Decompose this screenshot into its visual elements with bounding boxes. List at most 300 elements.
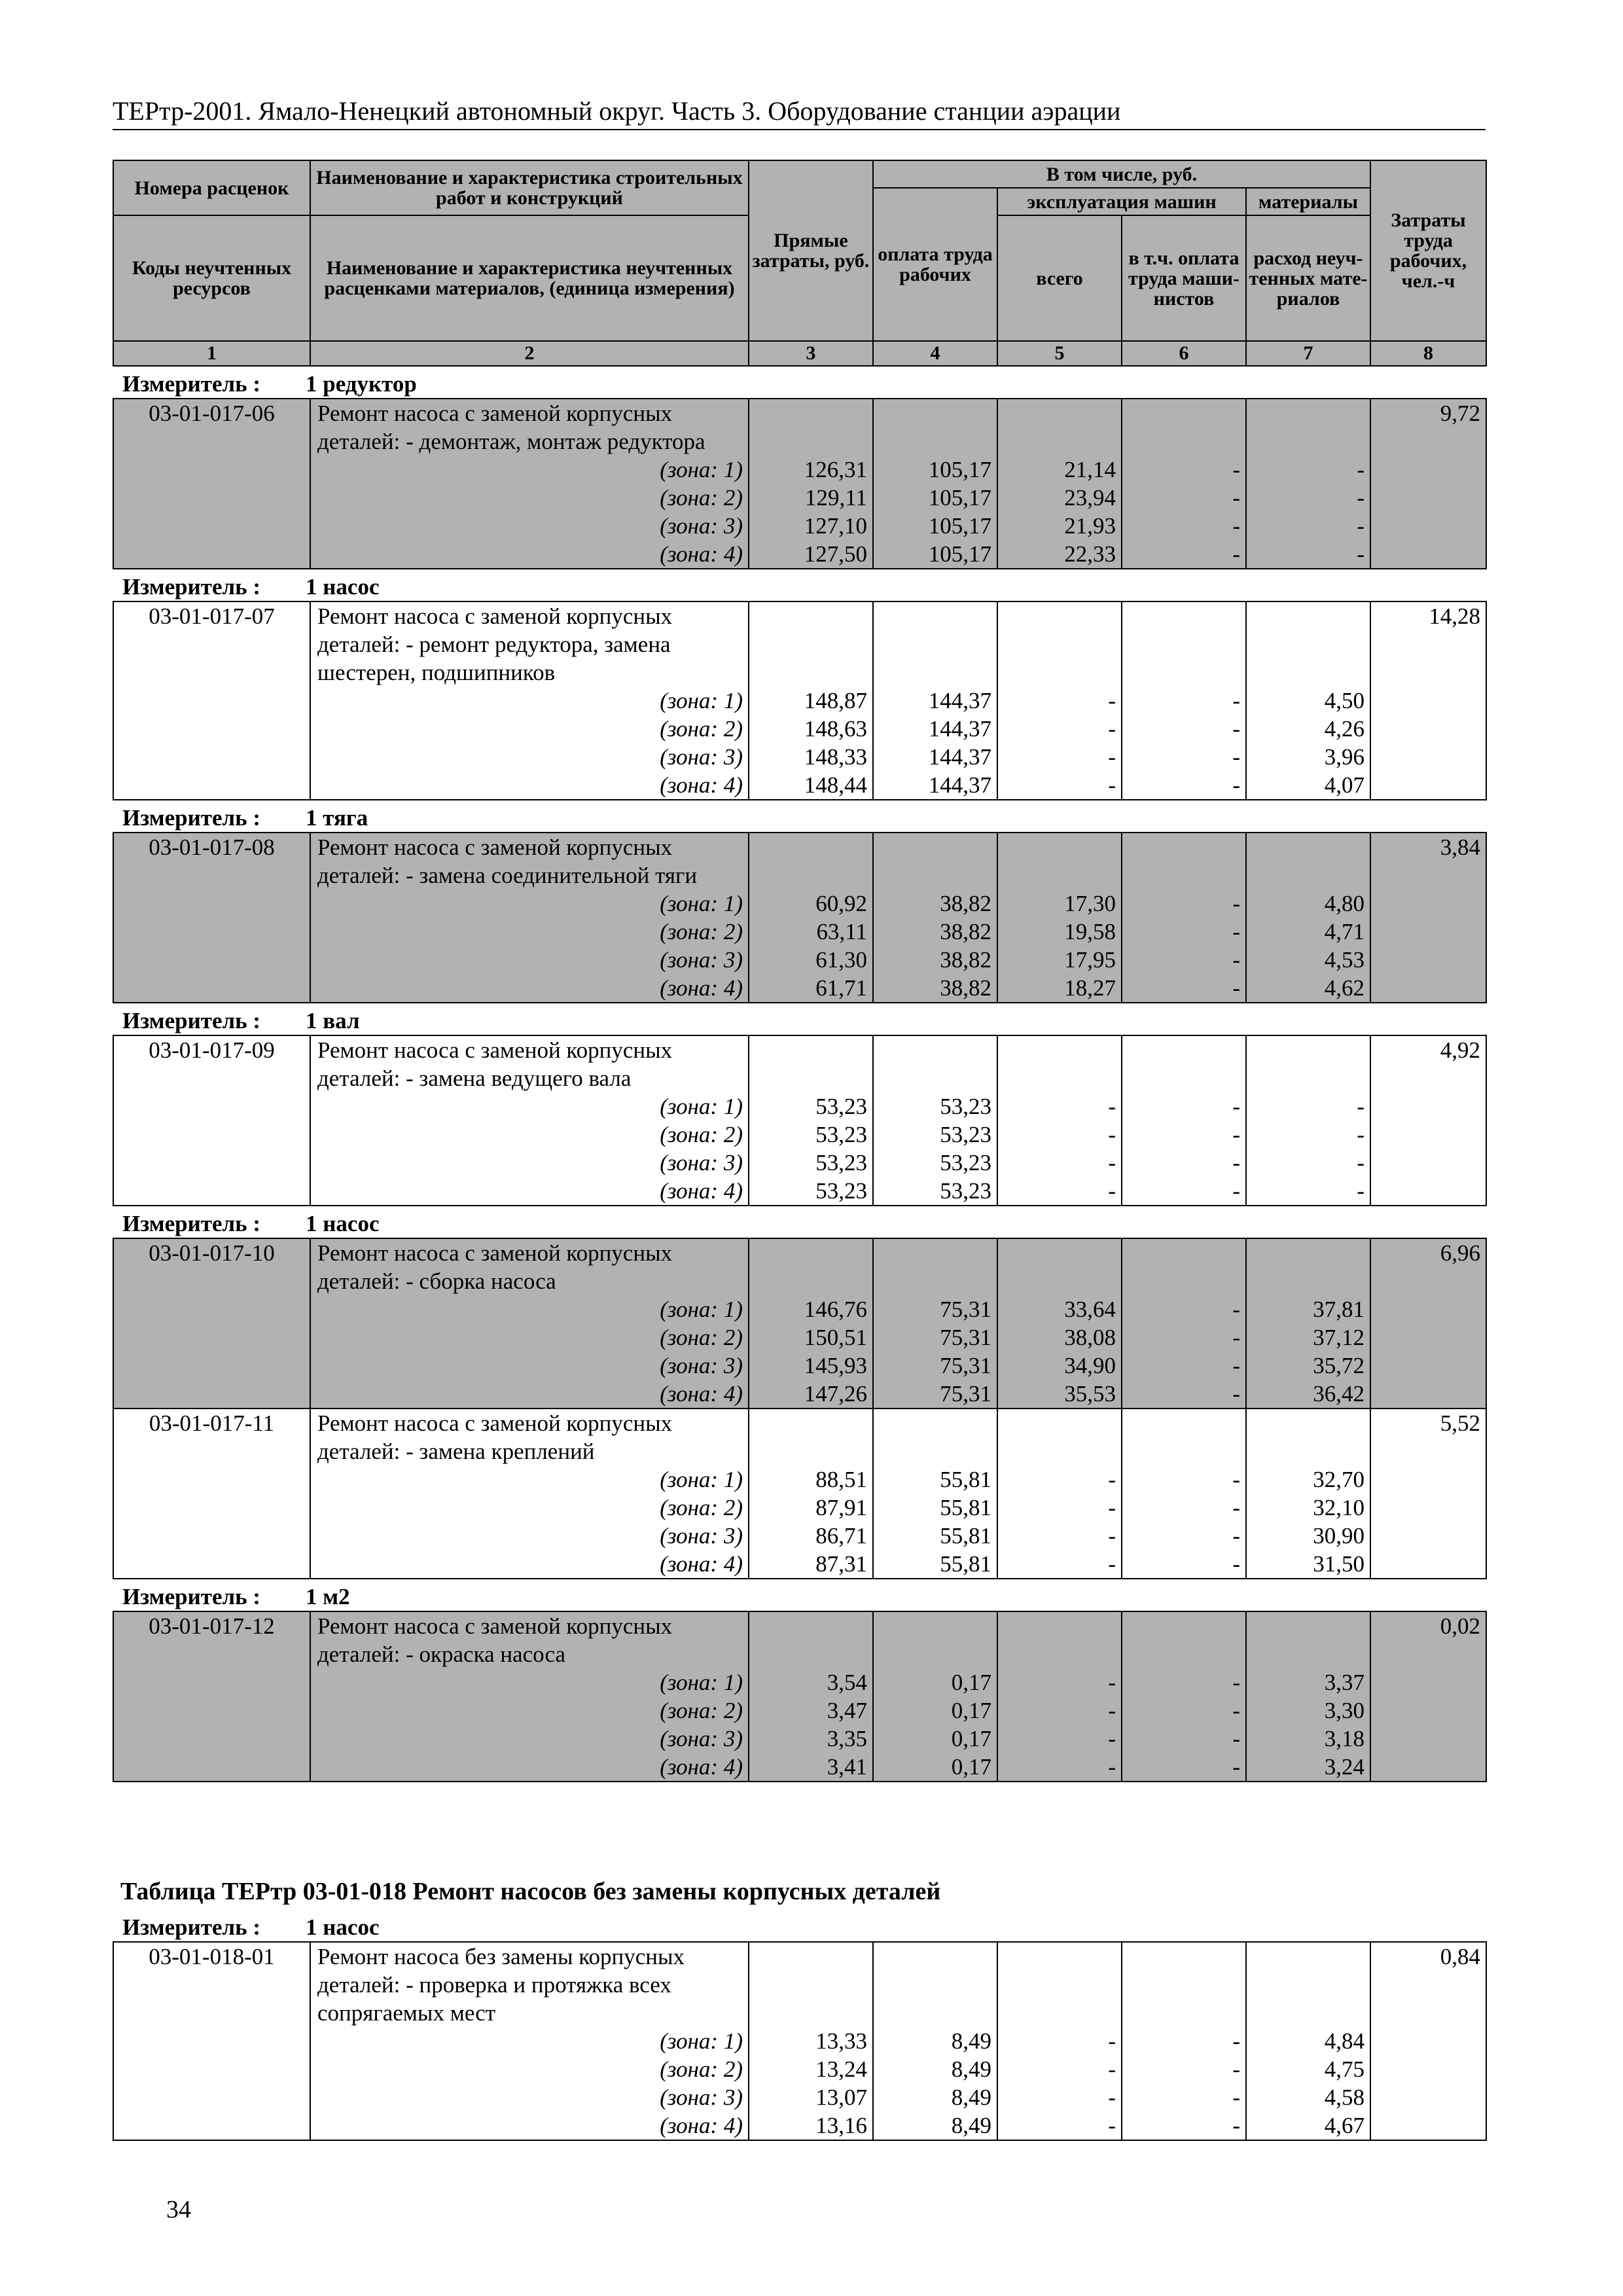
operator-pay-cell bbox=[1122, 1035, 1246, 1206]
measure-label: Измеритель : bbox=[122, 1211, 261, 1236]
material-usage-value: 4,67 bbox=[1324, 2113, 1364, 2138]
zone-label: (зона: 1) bbox=[660, 1297, 743, 1322]
rate-code: 03-01-017-08 bbox=[113, 833, 310, 1003]
operator-pay-value: - bbox=[1232, 1297, 1240, 1322]
material-usage-cell bbox=[1246, 601, 1370, 800]
direct-cost-cell bbox=[749, 833, 873, 1003]
machines-total-value: 38,08 bbox=[1064, 1325, 1116, 1350]
material-usage-value: - bbox=[1357, 1122, 1365, 1147]
description-line: шестерен, подшипников bbox=[317, 660, 556, 685]
direct-cost-value: 3,54 bbox=[827, 1670, 867, 1695]
machines-total-value: - bbox=[1108, 1178, 1116, 1204]
worker-pay-value: 38,82 bbox=[940, 891, 991, 916]
description-line: Ремонт насоса с заменой корпусных bbox=[317, 1613, 673, 1639]
measure-row bbox=[113, 1579, 1486, 1611]
rates-table-2 bbox=[113, 1910, 1487, 2141]
rates-table bbox=[113, 160, 1487, 1782]
header-worker-pay: оплата труда рабочих bbox=[873, 188, 997, 341]
header-labor-costs: Затраты труда рабочих, чел.-ч bbox=[1370, 160, 1486, 341]
machines-total-value: - bbox=[1108, 2056, 1116, 2082]
zone-label: (зона: 3) bbox=[660, 947, 743, 973]
worker-pay-value: 144,37 bbox=[928, 772, 991, 798]
machines-total-cell bbox=[997, 601, 1122, 800]
table-body bbox=[113, 366, 1486, 1782]
material-usage-value: 4,50 bbox=[1324, 688, 1365, 713]
worker-pay-value: 8,49 bbox=[951, 2028, 991, 2054]
direct-cost-value: 53,23 bbox=[815, 1178, 867, 1204]
material-usage-value: 4,62 bbox=[1324, 975, 1365, 1001]
direct-cost-cell bbox=[749, 1408, 873, 1579]
rate-code: 03-01-017-10 bbox=[113, 1238, 310, 1408]
description-line: деталей: - замена соединительной тяги bbox=[317, 863, 698, 888]
operator-pay-value: - bbox=[1232, 1726, 1240, 1751]
zone-label: (зона: 4) bbox=[660, 772, 743, 798]
material-usage-value: 31,50 bbox=[1313, 1551, 1365, 1577]
material-usage-value: - bbox=[1357, 1094, 1365, 1119]
material-usage-value: 3,96 bbox=[1324, 744, 1365, 770]
operator-pay-value: - bbox=[1232, 541, 1240, 567]
machines-total-value: 17,30 bbox=[1064, 891, 1116, 916]
rate-row bbox=[113, 1408, 1486, 1579]
material-usage-value: 37,81 bbox=[1313, 1297, 1365, 1322]
machines-total-cell bbox=[997, 399, 1122, 569]
direct-cost-value: 3,41 bbox=[827, 1754, 867, 1780]
zone-label: (зона: 4) bbox=[660, 1381, 743, 1407]
machines-total-value: - bbox=[1108, 1698, 1116, 1723]
worker-pay-value: 53,23 bbox=[940, 1150, 991, 1175]
measure-label: Измеритель : bbox=[122, 1008, 261, 1033]
worker-pay-value: 0,17 bbox=[951, 1726, 991, 1751]
material-usage-cell bbox=[1246, 1035, 1370, 1206]
rate-code: 03-01-017-07 bbox=[113, 601, 310, 800]
zone-label: (зона: 2) bbox=[660, 1325, 743, 1350]
machines-total-value: 19,58 bbox=[1064, 919, 1116, 944]
direct-cost-value: 88,51 bbox=[815, 1467, 867, 1492]
measure-unit: 1 редуктор bbox=[306, 371, 417, 397]
rate-code: 03-01-017-12 bbox=[113, 1611, 310, 1782]
measure-cell bbox=[113, 1206, 1486, 1238]
zone-label: (зона: 3) bbox=[660, 1726, 743, 1751]
machines-total-value: - bbox=[1108, 1495, 1116, 1520]
machines-total-cell bbox=[997, 1942, 1122, 2140]
worker-pay-cell bbox=[873, 601, 997, 800]
worker-pay-value: 38,82 bbox=[940, 919, 991, 944]
direct-cost-value: 129,11 bbox=[805, 485, 867, 511]
operator-pay-cell bbox=[1122, 1942, 1246, 2140]
zone-label: (зона: 4) bbox=[660, 1551, 743, 1577]
machines-total-value: - bbox=[1108, 2113, 1116, 2138]
material-usage-cell bbox=[1246, 833, 1370, 1003]
measure-label: Измеритель : bbox=[122, 805, 261, 831]
operator-pay-value: - bbox=[1232, 1523, 1240, 1549]
description-line: Ремонт насоса с заменой корпусных bbox=[317, 1037, 673, 1063]
machines-total-value: 21,14 bbox=[1064, 457, 1116, 482]
description-line: деталей: - ремонт редуктора, замена bbox=[317, 632, 671, 657]
machines-total-value: 23,94 bbox=[1064, 485, 1116, 511]
direct-cost-value: 13,07 bbox=[815, 2085, 867, 2110]
direct-cost-value: 146,76 bbox=[804, 1297, 867, 1322]
direct-cost-value: 13,24 bbox=[815, 2056, 867, 2082]
direct-cost-value: 127,50 bbox=[804, 541, 867, 567]
machines-total-value: - bbox=[1108, 1467, 1116, 1492]
direct-cost-value: 86,71 bbox=[815, 1523, 867, 1549]
zone-label: (зона: 4) bbox=[660, 1754, 743, 1780]
operator-pay-value: - bbox=[1232, 891, 1240, 916]
description-line: деталей: - проверка и протяжка всех bbox=[317, 1972, 671, 1998]
worker-pay-value: 53,23 bbox=[940, 1094, 991, 1119]
zone-label: (зона: 1) bbox=[660, 688, 743, 713]
operator-pay-value: - bbox=[1232, 2113, 1240, 2138]
direct-cost-value: 53,23 bbox=[815, 1122, 867, 1147]
operator-pay-value: - bbox=[1232, 2085, 1240, 2110]
machines-total-value: - bbox=[1108, 1670, 1116, 1695]
machines-total-value: - bbox=[1108, 1726, 1116, 1751]
rate-code: 03-01-018-01 bbox=[113, 1942, 310, 2140]
header-material-names: Наименование и характеристика неучтенных расценками материалов, (единица измерения) bbox=[310, 215, 749, 341]
machines-total-cell bbox=[997, 1408, 1122, 1579]
worker-pay-cell bbox=[873, 1408, 997, 1579]
description-line: Ремонт насоса с заменой корпусных bbox=[317, 1240, 673, 1266]
description-line: Ремонт насоса с заменой корпусных bbox=[317, 834, 673, 860]
labor-cost: 0,84 bbox=[1370, 1942, 1486, 2140]
description-line: сопрягаемых мест bbox=[317, 2000, 496, 2026]
zone-label: (зона: 2) bbox=[660, 1122, 743, 1147]
zone-label: (зона: 3) bbox=[660, 1150, 743, 1175]
column-number: 7 bbox=[1246, 341, 1370, 366]
operator-pay-value: - bbox=[1232, 2028, 1240, 2054]
direct-cost-value: 148,87 bbox=[804, 688, 867, 713]
worker-pay-value: 8,49 bbox=[951, 2085, 991, 2110]
material-usage-value: 4,07 bbox=[1324, 772, 1365, 798]
zone-label: (зона: 2) bbox=[660, 1698, 743, 1723]
material-usage-value: - bbox=[1357, 513, 1365, 539]
rate-description bbox=[310, 1611, 749, 1782]
material-usage-value: - bbox=[1357, 1150, 1365, 1175]
zone-label: (зона: 4) bbox=[660, 541, 743, 567]
machines-total-value: - bbox=[1108, 1523, 1116, 1549]
rate-description bbox=[310, 1942, 749, 2140]
zone-label: (зона: 2) bbox=[660, 716, 743, 742]
measure-row bbox=[113, 1003, 1486, 1035]
operator-pay-value: - bbox=[1232, 1670, 1240, 1695]
operator-pay-cell bbox=[1122, 1408, 1246, 1579]
operator-pay-value: - bbox=[1232, 1150, 1240, 1175]
direct-cost-value: 145,93 bbox=[804, 1353, 867, 1378]
direct-cost-cell bbox=[749, 1238, 873, 1408]
description-line: Ремонт насоса без замены корпусных bbox=[317, 1944, 685, 1969]
column-number-row bbox=[113, 341, 1486, 366]
worker-pay-cell bbox=[873, 1942, 997, 2140]
worker-pay-value: 55,81 bbox=[940, 1495, 991, 1520]
direct-cost-value: 3,35 bbox=[827, 1726, 867, 1751]
zone-label: (зона: 4) bbox=[660, 975, 743, 1001]
operator-pay-cell bbox=[1122, 1611, 1246, 1782]
measure-unit: 1 насос bbox=[306, 1914, 380, 1940]
rate-row bbox=[113, 399, 1486, 569]
worker-pay-value: 53,23 bbox=[940, 1122, 991, 1147]
labor-cost: 0,02 bbox=[1370, 1611, 1486, 1782]
direct-cost-value: 127,10 bbox=[804, 513, 867, 539]
running-header: ТЕРтр-2001. Ямало-Ненецкий автономный округ. Часть 3. Оборудование станции аэрации bbox=[113, 96, 1486, 130]
operator-pay-value: - bbox=[1232, 947, 1240, 973]
measure-cell bbox=[113, 800, 1486, 833]
column-number: 8 bbox=[1370, 341, 1486, 366]
worker-pay-value: 144,37 bbox=[928, 716, 991, 742]
table-header bbox=[113, 160, 1486, 366]
measure-cell bbox=[113, 1003, 1486, 1035]
rate-description bbox=[310, 601, 749, 800]
direct-cost-value: 61,71 bbox=[815, 975, 867, 1001]
material-usage-value: - bbox=[1357, 485, 1365, 511]
operator-pay-value: - bbox=[1232, 1353, 1240, 1378]
operator-pay-value: - bbox=[1232, 772, 1240, 798]
measure-label: Измеритель : bbox=[122, 1584, 261, 1609]
header-resource-codes: Коды неучтенных ресурсов bbox=[113, 215, 310, 341]
material-usage-cell bbox=[1246, 1408, 1370, 1579]
machines-total-value: 35,53 bbox=[1064, 1381, 1116, 1407]
zone-label: (зона: 1) bbox=[660, 1094, 743, 1119]
measure-row bbox=[113, 1206, 1486, 1238]
machines-total-cell bbox=[997, 833, 1122, 1003]
header-material-usage: расход неуч-тенных мате-риалов bbox=[1246, 215, 1370, 341]
direct-cost-value: 63,11 bbox=[816, 919, 867, 944]
material-usage-value: 32,70 bbox=[1313, 1467, 1365, 1492]
description-line: Ремонт насоса с заменой корпусных bbox=[317, 401, 673, 426]
material-usage-value: 4,26 bbox=[1324, 716, 1365, 742]
measure-label: Измеритель : bbox=[122, 371, 261, 397]
measure-unit: 1 вал bbox=[306, 1008, 360, 1033]
operator-pay-value: - bbox=[1232, 1094, 1240, 1119]
header-work-name: Наименование и характеристика строительных работ и конструкций bbox=[310, 160, 749, 215]
worker-pay-value: 8,49 bbox=[951, 2056, 991, 2082]
description-line: деталей: - замена ведущего вала bbox=[317, 1066, 632, 1091]
material-usage-cell bbox=[1246, 1238, 1370, 1408]
labor-cost: 4,92 bbox=[1370, 1035, 1486, 1206]
material-usage-value: - bbox=[1357, 457, 1365, 482]
column-number: 1 bbox=[113, 341, 310, 366]
operator-pay-value: - bbox=[1232, 1495, 1240, 1520]
direct-cost-value: 60,92 bbox=[815, 891, 867, 916]
labor-cost: 5,52 bbox=[1370, 1408, 1486, 1579]
operator-pay-value: - bbox=[1232, 2056, 1240, 2082]
page-number: 34 bbox=[166, 2196, 191, 2223]
direct-cost-value: 13,16 bbox=[815, 2113, 867, 2138]
worker-pay-value: 0,17 bbox=[951, 1698, 991, 1723]
direct-cost-value: 126,31 bbox=[804, 457, 867, 482]
direct-cost-value: 87,31 bbox=[815, 1551, 867, 1577]
measure-unit: 1 насос bbox=[306, 1211, 380, 1236]
measure-row bbox=[113, 366, 1486, 399]
machines-total-cell bbox=[997, 1238, 1122, 1408]
column-number: 6 bbox=[1122, 341, 1246, 366]
rate-description bbox=[310, 1238, 749, 1408]
measure-cell bbox=[113, 569, 1486, 601]
zone-label: (зона: 3) bbox=[660, 744, 743, 770]
zone-label: (зона: 3) bbox=[660, 2085, 743, 2110]
machines-total-value: - bbox=[1108, 1754, 1116, 1780]
header-materials: материалы bbox=[1246, 188, 1370, 215]
header-direct-costs: Прямые затраты, руб. bbox=[749, 160, 873, 341]
rate-row bbox=[113, 1035, 1486, 1206]
direct-cost-value: 148,33 bbox=[804, 744, 867, 770]
worker-pay-value: 38,82 bbox=[940, 947, 991, 973]
operator-pay-value: - bbox=[1232, 1122, 1240, 1147]
direct-cost-cell bbox=[749, 399, 873, 569]
material-usage-value: 3,37 bbox=[1324, 1670, 1365, 1695]
direct-cost-value: 150,51 bbox=[804, 1325, 867, 1350]
material-usage-value: 3,24 bbox=[1324, 1754, 1365, 1780]
operator-pay-value: - bbox=[1232, 513, 1240, 539]
worker-pay-value: 105,17 bbox=[928, 513, 991, 539]
worker-pay-value: 55,81 bbox=[940, 1523, 991, 1549]
labor-cost: 6,96 bbox=[1370, 1238, 1486, 1408]
machines-total-value: - bbox=[1108, 688, 1116, 713]
column-number: 2 bbox=[310, 341, 749, 366]
rate-row bbox=[113, 1611, 1486, 1782]
direct-cost-cell bbox=[749, 1035, 873, 1206]
zone-label: (зона: 4) bbox=[660, 1178, 743, 1204]
direct-cost-value: 3,47 bbox=[827, 1698, 867, 1723]
material-usage-value: - bbox=[1357, 541, 1365, 567]
operator-pay-value: - bbox=[1232, 716, 1240, 742]
measure-cell bbox=[113, 1910, 1486, 1942]
worker-pay-value: 75,31 bbox=[940, 1381, 991, 1407]
worker-pay-value: 8,49 bbox=[951, 2113, 991, 2138]
worker-pay-value: 55,81 bbox=[940, 1551, 991, 1577]
direct-cost-cell bbox=[749, 1942, 873, 2140]
zone-label: (зона: 2) bbox=[660, 485, 743, 511]
operator-pay-value: - bbox=[1232, 688, 1240, 713]
measure-cell bbox=[113, 1579, 1486, 1611]
rate-description bbox=[310, 1408, 749, 1579]
material-usage-value: 4,71 bbox=[1324, 919, 1365, 944]
worker-pay-value: 105,17 bbox=[928, 541, 991, 567]
machines-total-value: 17,95 bbox=[1064, 947, 1116, 973]
machines-total-value: - bbox=[1108, 1551, 1116, 1577]
operator-pay-value: - bbox=[1232, 1325, 1240, 1350]
operator-pay-value: - bbox=[1232, 1467, 1240, 1492]
direct-cost-cell bbox=[749, 601, 873, 800]
material-usage-value: - bbox=[1357, 1178, 1365, 1204]
machines-total-value: - bbox=[1108, 1122, 1116, 1147]
direct-cost-cell bbox=[749, 1611, 873, 1782]
operator-pay-value: - bbox=[1232, 457, 1240, 482]
rate-row bbox=[113, 601, 1486, 800]
zone-label: (зона: 3) bbox=[660, 1353, 743, 1378]
worker-pay-value: 75,31 bbox=[940, 1297, 991, 1322]
operator-pay-value: - bbox=[1232, 485, 1240, 511]
direct-cost-value: 53,23 bbox=[815, 1150, 867, 1175]
machines-total-value: 18,27 bbox=[1064, 975, 1116, 1001]
labor-cost: 3,84 bbox=[1370, 833, 1486, 1003]
measure-unit: 1 м2 bbox=[306, 1584, 350, 1609]
header-machines-total: всего bbox=[997, 215, 1122, 341]
material-usage-value: 30,90 bbox=[1313, 1523, 1365, 1549]
material-usage-cell bbox=[1246, 1611, 1370, 1782]
header-operator-pay: в т.ч. оплата труда маши-нистов bbox=[1122, 215, 1246, 341]
zone-label: (зона: 3) bbox=[660, 1523, 743, 1549]
worker-pay-value: 75,31 bbox=[940, 1353, 991, 1378]
description-line: деталей: - окраска насоса bbox=[317, 1641, 566, 1667]
material-usage-value: 32,10 bbox=[1313, 1495, 1365, 1520]
rate-row bbox=[113, 1238, 1486, 1408]
rate-code: 03-01-017-11 bbox=[113, 1408, 310, 1579]
worker-pay-cell bbox=[873, 1238, 997, 1408]
header-machine-operation: эксплуатация машин bbox=[997, 188, 1246, 215]
measure-row bbox=[113, 800, 1486, 833]
column-number: 3 bbox=[749, 341, 873, 366]
zone-label: (зона: 4) bbox=[660, 2113, 743, 2138]
material-usage-cell bbox=[1246, 1942, 1370, 2140]
rate-row bbox=[113, 1942, 1486, 2140]
direct-cost-value: 87,91 bbox=[815, 1495, 867, 1520]
worker-pay-value: 75,31 bbox=[940, 1325, 991, 1350]
zone-label: (зона: 1) bbox=[660, 457, 743, 482]
worker-pay-value: 53,23 bbox=[940, 1178, 991, 1204]
material-usage-value: 37,12 bbox=[1313, 1325, 1365, 1350]
machines-total-cell bbox=[997, 1611, 1122, 1782]
zone-label: (зона: 1) bbox=[660, 1467, 743, 1492]
worker-pay-value: 105,17 bbox=[928, 457, 991, 482]
material-usage-value: 4,84 bbox=[1324, 2028, 1364, 2054]
description-line: Ремонт насоса с заменой корпусных bbox=[317, 603, 673, 629]
header-rate-numbers: Номера расценок bbox=[113, 160, 310, 215]
machines-total-value: - bbox=[1108, 744, 1116, 770]
zone-label: (зона: 3) bbox=[660, 513, 743, 539]
worker-pay-cell bbox=[873, 833, 997, 1003]
table-2-body bbox=[113, 1910, 1486, 2140]
column-number: 5 bbox=[997, 341, 1122, 366]
rate-code: 03-01-017-06 bbox=[113, 399, 310, 569]
operator-pay-cell bbox=[1122, 1238, 1246, 1408]
operator-pay-value: - bbox=[1232, 1551, 1240, 1577]
direct-cost-value: 53,23 bbox=[815, 1094, 867, 1119]
operator-pay-cell bbox=[1122, 399, 1246, 569]
operator-pay-value: - bbox=[1232, 744, 1240, 770]
machines-total-value: - bbox=[1108, 2085, 1116, 2110]
measure-label: Измеритель : bbox=[122, 574, 261, 600]
measure-unit: 1 тяга bbox=[306, 805, 368, 831]
worker-pay-value: 38,82 bbox=[940, 975, 991, 1001]
measure-label: Измеритель : bbox=[122, 1914, 261, 1940]
operator-pay-value: - bbox=[1232, 1381, 1240, 1407]
zone-label: (зона: 2) bbox=[660, 919, 743, 944]
direct-cost-value: 147,26 bbox=[804, 1381, 867, 1407]
worker-pay-cell bbox=[873, 1035, 997, 1206]
material-usage-value: 36,42 bbox=[1313, 1381, 1365, 1407]
description-line: Ремонт насоса с заменой корпусных bbox=[317, 1410, 673, 1436]
zone-label: (зона: 1) bbox=[660, 1670, 743, 1695]
zone-label: (зона: 1) bbox=[660, 2028, 743, 2054]
zone-label: (зона: 1) bbox=[660, 891, 743, 916]
material-usage-value: 4,75 bbox=[1324, 2056, 1364, 2082]
machines-total-value: - bbox=[1108, 1094, 1116, 1119]
description-line: деталей: - замена креплений bbox=[317, 1439, 595, 1464]
labor-cost: 14,28 bbox=[1370, 601, 1486, 800]
rate-code: 03-01-017-09 bbox=[113, 1035, 310, 1206]
direct-cost-value: 61,30 bbox=[815, 947, 867, 973]
worker-pay-value: 144,37 bbox=[928, 744, 991, 770]
rate-description bbox=[310, 399, 749, 569]
material-usage-value: 4,58 bbox=[1324, 2085, 1364, 2110]
material-usage-value: 3,18 bbox=[1324, 1726, 1365, 1751]
machines-total-value: 22,33 bbox=[1064, 541, 1116, 567]
operator-pay-cell bbox=[1122, 833, 1246, 1003]
machines-total-value: - bbox=[1108, 716, 1116, 742]
table-2-title: Таблица ТЕРтр 03-01-018 Ремонт насосов без замены корпусных деталей bbox=[120, 1878, 941, 1905]
operator-pay-cell bbox=[1122, 601, 1246, 800]
material-usage-cell bbox=[1246, 399, 1370, 569]
